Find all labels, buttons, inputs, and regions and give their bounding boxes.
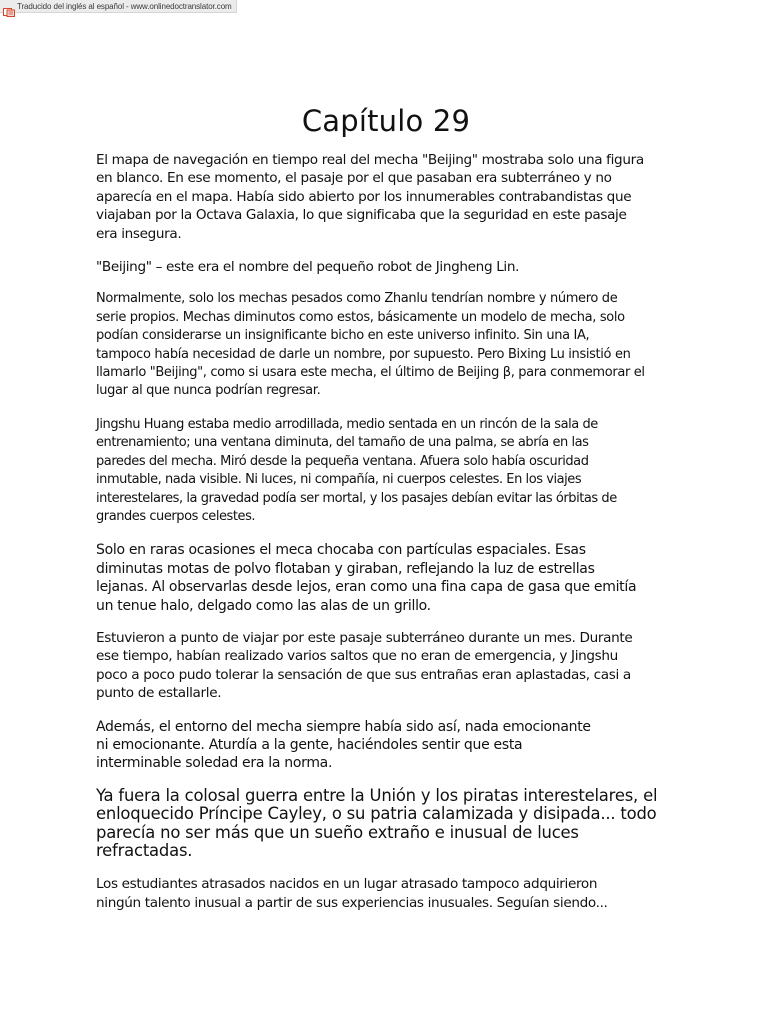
paragraph-7 — [96, 718, 676, 773]
text-line: Jingshu Huang estaba medio arrodillada, medio sentada en un rincón de la sala de — [96, 416, 598, 432]
chapter-title: Capítulo 29 — [301, 104, 471, 138]
text-line: Además, el entorno del mecha siempre había sido así, nada emocionante — [96, 718, 591, 735]
text-line: Normalmente, solo los mechas pesados como Zhanlu tendrían nombre y número de — [96, 291, 618, 307]
text-line: lugar al que nunca podrían regresar. — [96, 383, 321, 399]
text-line: parecía no ser más que un sueño extraño e inusual de luces — [96, 822, 579, 842]
paragraph-6 — [96, 629, 676, 703]
text-line: inmutable, nada visible. Ni luces, ni compañía, ni cuerpos celestes. En los viajes — [96, 472, 582, 488]
text-line: interestelares, la gravedad podía ser mortal, y los pasajes debían evitar las órbitas de — [96, 490, 617, 506]
text-line: era insegura. — [96, 225, 182, 242]
text-line: ni emocionante. Aturdía a la gente, haciéndoles sentir que esta — [96, 736, 523, 753]
text-line: grandes cuerpos celestes. — [96, 508, 256, 524]
text-line: Los estudiantes atrasados nacidos en un lugar atrasado tampoco adquirieron — [96, 876, 598, 893]
text-line: paredes del mecha. Miró desde la pequeña ventana. Afuera solo había oscuridad — [96, 453, 589, 469]
translation-banner-text: Traducido del inglés al español - www.onlinedoctranslator.com — [17, 1, 232, 11]
paragraph-1 — [96, 151, 676, 243]
text-line: llamarlo "Beijing", como si usara este mecha, el último de Beijing β, para conmemorar el — [96, 365, 645, 381]
text-line: lejanas. Al observarlas desde lejos, eran como una fina capa de gasa que emitía — [96, 579, 637, 596]
paragraph-4 — [96, 416, 676, 526]
text-line: ningún talento inusual a partir de sus experiencias inusuales. Seguían siendo... — [96, 894, 608, 911]
text-line: entrenamiento; una ventana diminuta, del tamaño de una palma, se abría en las — [96, 435, 589, 451]
text-line: Solo en raras ocasiones el meca chocaba con partículas espaciales. Esas — [96, 542, 586, 559]
text-line: viajaban por la Octava Galaxia, lo que significaba que la seguridad en este pasaje — [96, 207, 627, 224]
text-line: Estuvieron a punto de viajar por este pasaje subterráneo durante un mes. Durante — [96, 629, 633, 646]
text-line: tampoco había necesidad de darle un nombre, por supuesto. Pero Bixing Lu insistió en — [96, 346, 631, 362]
document-page — [96, 104, 676, 912]
text-line: enloquecido Príncipe Cayley, o su patria calamizada y disipada... todo — [96, 804, 657, 824]
text-line: El mapa de navegación en tiempo real del mecha "Beijing" mostraba solo una figura — [96, 152, 644, 168]
text-line: en blanco. En ese momento, el pasaje por el que pasaban era subterráneo y no — [96, 170, 612, 187]
paragraph-3 — [96, 290, 676, 400]
text-line: refractadas. — [96, 841, 193, 860]
text-line: un tenue halo, delgado como las alas de un grillo. — [96, 597, 431, 614]
text-line: serie propios. Mechas diminutos como estos, básicamente un modelo de mecha, solo — [96, 309, 625, 325]
text-line: aparecía en el mapa. Había sido abierto por los innumerables contrabandistas que — [96, 188, 632, 205]
text-line: "Beijing" – este era el nombre del pequeño robot de Jingheng Lin. — [96, 259, 520, 276]
document-translate-icon — [3, 2, 15, 11]
text-line: ese tiempo, habían realizado varios saltos que no eran de emergencia, y Jingshu — [96, 648, 618, 665]
text-line: Ya fuera la colosal guerra entre la Unión y los piratas interestelares, el — [96, 785, 658, 805]
paragraph-9 — [96, 875, 676, 912]
text-line: punto de estallarle. — [96, 685, 222, 702]
text-line: poco a poco pudo tolerar la sensación de que sus entrañas eran aplastadas, casi a — [96, 666, 631, 683]
paragraph-2 — [96, 258, 676, 276]
text-line: diminutas motas de polvo flotaban y giraban, reflejando la luz de estrellas — [96, 560, 595, 577]
text-line: podían considerarse un insignificante bicho en este universo infinito. Sin una IA, — [96, 328, 590, 344]
paragraph-8 — [96, 787, 676, 861]
translation-banner[interactable] — [0, 0, 237, 13]
text-line: interminable soledad era la norma. — [96, 755, 333, 772]
paragraph-5 — [96, 541, 676, 615]
